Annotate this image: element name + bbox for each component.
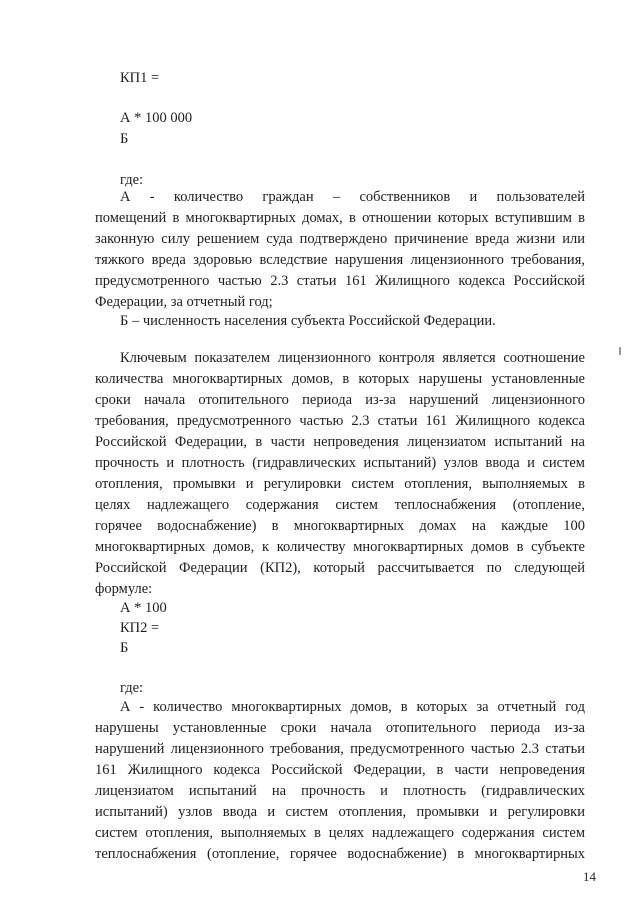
formula1-denominator: Б bbox=[120, 131, 129, 147]
page-number: 14 bbox=[583, 869, 596, 884]
formula1-numerator: А * 100 000 bbox=[120, 110, 193, 126]
where2-line: теплоснабжения (отопление, горячее водоснабжение) в многоквартирных bbox=[95, 846, 585, 862]
formula1-lhs: КП1 = bbox=[120, 70, 160, 86]
indicator2-line: количества многоквартирных домов, в которых нарушены установленные bbox=[95, 371, 585, 387]
where1-line: тяжкого вреда здоровью вследствие нарушения лицензионного требования, bbox=[95, 252, 585, 268]
formula2-lhs: КП2 = bbox=[120, 620, 160, 636]
indicator2-line: Российской Федерации, в части непроведения лицензиатом испытаний на bbox=[95, 434, 585, 450]
where1-b-line: Б – численность населения субъекта Российской Федерации. bbox=[120, 313, 496, 329]
indicator2-line: сроки начала отопительного периода из-за нарушений лицензионного bbox=[95, 392, 585, 408]
indicator2-line: многоквартирных домов, к количеству многоквартирных домов в субъекте bbox=[95, 539, 585, 555]
where1-line: законную силу решением суда подтверждено причинение вреда жизни или bbox=[95, 231, 585, 247]
indicator2-line: прочность и плотность (гидравлических испытаний) узлов ввода и систем bbox=[95, 455, 585, 471]
where1-line: предусмотренного частью 2.3 статьи 161 Жилищного кодекса Российской bbox=[95, 273, 585, 289]
indicator2-line: требования, предусмотренного частью 2.3 статьи 161 Жилищного кодекса bbox=[95, 413, 585, 429]
formula2-denominator: Б bbox=[120, 640, 129, 656]
where1-line: А - количество граждан – собственников и пользователей bbox=[120, 189, 585, 205]
indicator2-line: формуле: bbox=[95, 581, 153, 597]
where2-line: лицензиатом испытаний на прочность и плотность (гидравлических bbox=[95, 783, 585, 799]
where1-line: Федерации, за отчетный год; bbox=[95, 294, 273, 310]
where2-line: испытаний) узлов ввода и систем отопления, промывки и регулировки bbox=[95, 804, 585, 820]
where2-line: систем отопления, выполняемых в целях надлежащего содержания систем bbox=[95, 825, 585, 841]
where1-label: где: bbox=[120, 172, 144, 188]
margin-mark bbox=[619, 347, 621, 355]
where2-line: нарушены установленные сроки начала отопительного периода из-за bbox=[95, 720, 585, 736]
where2-line: нарушений лицензионного требования, предусмотренного частью 2.3 статьи bbox=[95, 741, 585, 757]
where2-label: где: bbox=[120, 680, 144, 696]
formula2-numerator: А * 100 bbox=[120, 600, 167, 616]
indicator2-line: Ключевым показателем лицензионного контроля является соотношение bbox=[120, 350, 585, 366]
indicator2-line: отопления, промывки и регулировки систем отопления, выполняемых в bbox=[95, 476, 585, 492]
indicator2-line: целях надлежащего содержания систем теплоснабжения (отопление, bbox=[95, 497, 585, 513]
where2-line: 161 Жилищного кодекса Российской Федерации, в части непроведения bbox=[95, 762, 585, 778]
indicator2-line: горячее водоснабжение) в многоквартирных домах на каждые 100 bbox=[95, 518, 585, 534]
where1-line: помещений в многоквартирных домах, в отношении которых вступившим в bbox=[95, 210, 585, 226]
indicator2-line: Российской Федерации (КП2), который рассчитывается по следующей bbox=[95, 560, 585, 576]
where2-line: А - количество многоквартирных домов, в которых за отчетный год bbox=[120, 699, 585, 715]
